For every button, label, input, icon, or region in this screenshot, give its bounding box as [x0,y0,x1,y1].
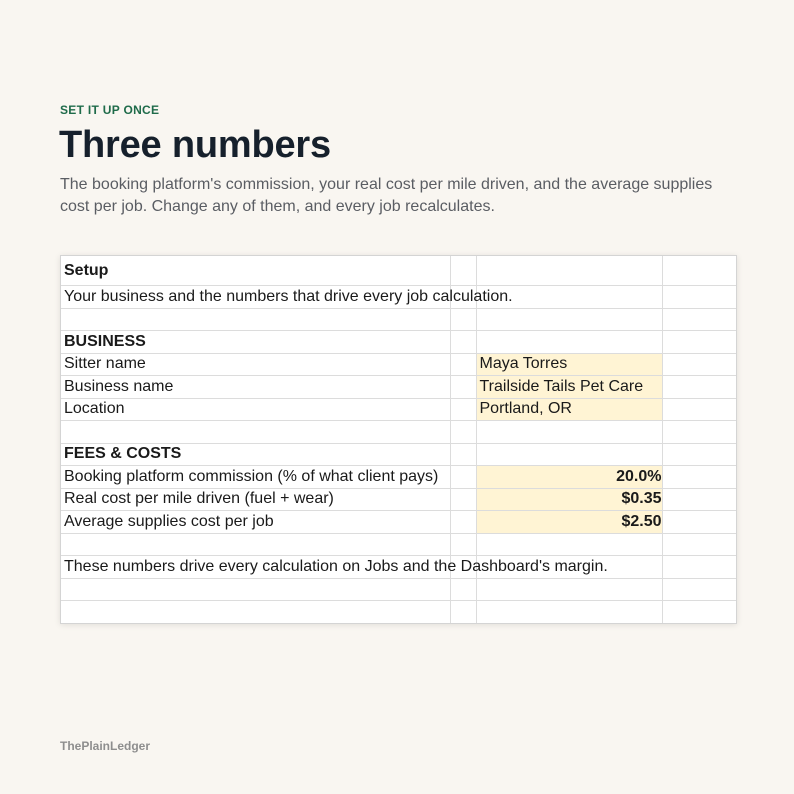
cell[interactable] [450,376,476,399]
cell[interactable] [61,601,450,624]
cell[interactable] [476,443,662,466]
sitter-name-label[interactable]: Sitter name [61,353,450,376]
mileage-cost-input[interactable]: $0.35 [476,488,662,511]
cell[interactable] [476,331,662,354]
cell[interactable] [662,466,736,489]
cell[interactable] [662,511,736,534]
sheet-row [61,308,736,331]
cell[interactable] [61,421,450,444]
commission-label[interactable]: Booking platform commission (% of what client pays) [61,466,450,489]
sheet-row [61,511,736,534]
sheet-row [61,578,736,601]
cell[interactable] [61,578,450,601]
cell[interactable] [61,533,450,556]
location-label[interactable]: Location [61,398,450,421]
cell[interactable] [662,443,736,466]
supplies-cost-input[interactable]: $2.50 [476,511,662,534]
cell[interactable] [450,466,476,489]
brand-footer: ThePlainLedger [60,739,151,753]
sheet-row [61,466,736,489]
cell[interactable] [662,421,736,444]
cell[interactable] [662,353,736,376]
supplies-cost-label[interactable]: Average supplies cost per job [61,511,450,534]
cell[interactable] [476,421,662,444]
cell[interactable] [476,308,662,331]
cell[interactable] [450,511,476,534]
section-heading-fees[interactable]: FEES & COSTS [61,443,450,466]
sheet-row [61,421,736,444]
sheet-description[interactable]: Your business and the numbers that drive every job calculation. [61,286,450,309]
cell[interactable] [662,398,736,421]
cell[interactable] [450,256,476,286]
cell[interactable] [476,256,662,286]
page-subtitle: The booking platform's commission, your real cost per mile driven, and the average supplies cost per job. Change any of them, and every job recalculates. [60,176,713,215]
cell[interactable] [662,308,736,331]
sheet-row [61,286,736,309]
cell[interactable] [450,398,476,421]
mileage-cost-label[interactable]: Real cost per mile driven (fuel + wear) [61,488,450,511]
cell[interactable] [450,533,476,556]
sheet-row [61,376,736,399]
business-name-label[interactable]: Business name [61,376,450,399]
cell[interactable] [662,578,736,601]
sitter-name-input[interactable]: Maya Torres [476,353,662,376]
cell[interactable] [662,601,736,624]
cell[interactable] [662,286,736,309]
sheet-row [61,331,736,354]
cell[interactable] [450,353,476,376]
sheet-row [61,443,736,466]
cell[interactable] [450,578,476,601]
cell[interactable] [450,308,476,331]
eyebrow-label: SET IT UP ONCE [60,103,160,117]
sheet-row [61,353,736,376]
cell[interactable] [476,578,662,601]
cell[interactable] [662,256,736,286]
cell[interactable] [450,488,476,511]
cell[interactable] [450,443,476,466]
sheet-row [61,398,736,421]
sheet-title[interactable]: Setup [61,256,450,286]
cell[interactable] [662,488,736,511]
cell[interactable] [476,601,662,624]
cell[interactable] [450,331,476,354]
commission-input[interactable]: 20.0% [476,466,662,489]
cell[interactable] [450,601,476,624]
page-title: Three numbers [59,124,331,166]
cell[interactable] [450,421,476,444]
sheet-row [61,488,736,511]
cell[interactable] [662,556,736,579]
cell[interactable] [662,331,736,354]
cell[interactable] [662,376,736,399]
location-input[interactable]: Portland, OR [476,398,662,421]
sheet-note[interactable]: These numbers drive every calculation on Jobs and the Dashboard's margin. [61,556,450,579]
setup-spreadsheet [60,255,737,624]
cell[interactable] [61,308,450,331]
section-heading-business[interactable]: BUSINESS [61,331,450,354]
cell[interactable] [662,533,736,556]
sheet-row [61,601,736,624]
sheet-row [61,556,736,579]
sheet-row [61,256,736,286]
sheet-row [61,533,736,556]
cell[interactable] [476,533,662,556]
business-name-input[interactable]: Trailside Tails Pet Care [476,376,662,399]
